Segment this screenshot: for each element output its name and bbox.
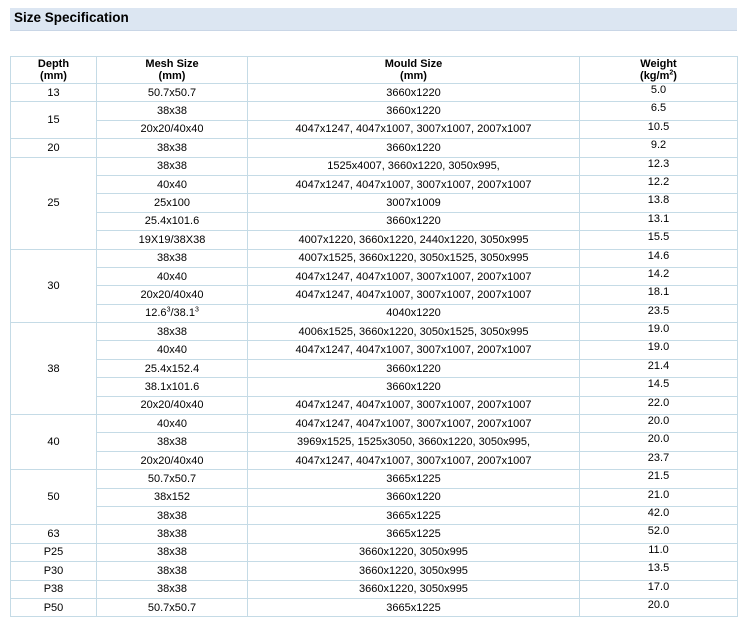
mould-size-cell: 4047x1247, 4047x1007, 3007x1007, 2007x1007 — [248, 451, 580, 469]
weight-cell: 9.2 — [580, 139, 738, 157]
mould-size-cell: 4047x1247, 4047x1007, 3007x1007, 2007x1007 — [248, 267, 580, 285]
mould-size-cell: 3665x1225 — [248, 525, 580, 543]
table-row — [11, 102, 738, 120]
table-header-row — [11, 57, 738, 84]
table-row — [11, 267, 738, 285]
table-row — [11, 488, 738, 506]
depth-cell: P38 — [11, 580, 97, 598]
mesh-size-cell: 20x20/40x40 — [97, 451, 248, 469]
weight-cell: 42.0 — [580, 506, 738, 524]
weight-cell: 6.5 — [580, 102, 738, 120]
size-specification-table — [10, 56, 738, 617]
mould-size-cell: 3007x1009 — [248, 194, 580, 212]
mould-size-cell: 4007x1525, 3660x1220, 3050x1525, 3050x995 — [248, 249, 580, 267]
depth-cell: 30 — [11, 249, 97, 323]
mesh-size-cell: 50.7x50.7 — [97, 470, 248, 488]
mesh-size-cell: 40x40 — [97, 341, 248, 359]
weight-cell: 5.0 — [580, 84, 738, 102]
table-row — [11, 396, 738, 414]
mesh-size-cell: 50.7x50.7 — [97, 84, 248, 102]
mould-size-cell: 3969x1525, 1525x3050, 3660x1220, 3050x995, — [248, 433, 580, 451]
table-row — [11, 378, 738, 396]
mould-size-cell: 3665x1225 — [248, 506, 580, 524]
table-row — [11, 451, 738, 469]
weight-cell: 12.3 — [580, 157, 738, 175]
table-row — [11, 304, 738, 322]
table-row — [11, 580, 738, 598]
mesh-size-cell: 38x38 — [97, 506, 248, 524]
mould-size-cell: 3660x1220 — [248, 378, 580, 396]
depth-cell: 25 — [11, 157, 97, 249]
table-row — [11, 157, 738, 175]
mould-size-cell: 3660x1220, 3050x995 — [248, 543, 580, 561]
weight-cell: 14.6 — [580, 249, 738, 267]
mould-size-cell: 4047x1247, 4047x1007, 3007x1007, 2007x1007 — [248, 120, 580, 138]
table-row — [11, 323, 738, 341]
table-row — [11, 433, 738, 451]
depth-cell: 38 — [11, 323, 97, 415]
mesh-size-cell: 38x38 — [97, 543, 248, 561]
table-row — [11, 598, 738, 616]
mesh-size-cell: 38x38 — [97, 249, 248, 267]
mould-size-cell: 4007x1220, 3660x1220, 2440x1220, 3050x995 — [248, 231, 580, 249]
mesh-size-cell: 38.1x101.6 — [97, 378, 248, 396]
mesh-size-cell: 38x38 — [97, 562, 248, 580]
mesh-size-cell: 19X19/38X38 — [97, 231, 248, 249]
mesh-size-cell: 12.6$^3$/38.1$^3$ — [97, 304, 248, 322]
weight-cell: 11.0 — [580, 543, 738, 561]
table-row — [11, 231, 738, 249]
weight-cell: 15.5 — [580, 231, 738, 249]
mesh-size-cell: 38x38 — [97, 323, 248, 341]
depth-cell: 40 — [11, 415, 97, 470]
weight-cell: 14.5 — [580, 378, 738, 396]
mesh-size-cell: 25x100 — [97, 194, 248, 212]
mould-size-cell: 4047x1247, 4047x1007, 3007x1007, 2007x1007 — [248, 396, 580, 414]
weight-cell: 22.0 — [580, 396, 738, 414]
mould-size-cell: 4047x1247, 4047x1007, 3007x1007, 2007x1007 — [248, 286, 580, 304]
mould-size-cell: 1525x4007, 3660x1220, 3050x995, — [248, 157, 580, 175]
table-row — [11, 525, 738, 543]
mould-size-cell: 3660x1220 — [248, 84, 580, 102]
mould-size-cell: 3660x1220 — [248, 359, 580, 377]
weight-cell: 18.1 — [580, 286, 738, 304]
weight-cell: 13.8 — [580, 194, 738, 212]
mesh-size-cell: 38x38 — [97, 102, 248, 120]
mould-size-cell: 3660x1220 — [248, 139, 580, 157]
weight-cell: 20.0 — [580, 433, 738, 451]
mould-size-cell: 4040x1220 — [248, 304, 580, 322]
mould-size-cell: 3660x1220 — [248, 102, 580, 120]
weight-cell: 23.5 — [580, 304, 738, 322]
weight-cell: 13.5 — [580, 562, 738, 580]
weight-cell: 10.5 — [580, 120, 738, 138]
table-row — [11, 120, 738, 138]
mesh-size-cell: 38x38 — [97, 433, 248, 451]
mesh-size-cell: 20x20/40x40 — [97, 396, 248, 414]
mesh-size-cell: 20x20/40x40 — [97, 286, 248, 304]
depth-cell: 63 — [11, 525, 97, 543]
depth-cell: 15 — [11, 102, 97, 139]
header-weight: Weight $(kg/m^2)$ — [580, 57, 738, 84]
weight-cell: 20.0 — [580, 598, 738, 616]
table-row — [11, 562, 738, 580]
table-row — [11, 84, 738, 102]
header-depth: Depth (mm) — [11, 57, 97, 84]
mould-size-cell: 3660x1220, 3050x995 — [248, 580, 580, 598]
mould-size-cell: 3665x1225 — [248, 470, 580, 488]
mesh-size-cell: 38x38 — [97, 525, 248, 543]
weight-cell: 23.7 — [580, 451, 738, 469]
mould-size-cell: 4006x1525, 3660x1220, 3050x1525, 3050x995 — [248, 323, 580, 341]
table-row — [11, 286, 738, 304]
mould-size-cell: 3665x1225 — [248, 598, 580, 616]
mesh-size-cell: 38x152 — [97, 488, 248, 506]
table-row — [11, 506, 738, 524]
table-row — [11, 139, 738, 157]
mould-size-cell: 4047x1247, 4047x1007, 3007x1007, 2007x1007 — [248, 415, 580, 433]
mesh-size-cell: 38x38 — [97, 157, 248, 175]
mesh-size-cell: 40x40 — [97, 175, 248, 193]
table-row — [11, 249, 738, 267]
weight-cell: 13.1 — [580, 212, 738, 230]
weight-cell: 52.0 — [580, 525, 738, 543]
header-mould-size: Mould Size (mm) — [248, 57, 580, 84]
page-title: Size Specification — [14, 10, 129, 25]
mould-size-cell: 3660x1220, 3050x995 — [248, 562, 580, 580]
section-title-bar — [10, 8, 737, 31]
table-row — [11, 194, 738, 212]
mould-size-cell: 4047x1247, 4047x1007, 3007x1007, 2007x1007 — [248, 175, 580, 193]
depth-cell: P25 — [11, 543, 97, 561]
weight-cell: 12.2 — [580, 175, 738, 193]
weight-cell: 19.0 — [580, 323, 738, 341]
weight-cell: 21.4 — [580, 359, 738, 377]
weight-cell: 21.0 — [580, 488, 738, 506]
weight-cell: 19.0 — [580, 341, 738, 359]
mesh-size-cell: 38x38 — [97, 580, 248, 598]
mesh-size-cell: 25.4x152.4 — [97, 359, 248, 377]
weight-cell: 21.5 — [580, 470, 738, 488]
table-row — [11, 543, 738, 561]
mould-size-cell: 3660x1220 — [248, 488, 580, 506]
weight-cell: 17.0 — [580, 580, 738, 598]
mould-size-cell: 3660x1220 — [248, 212, 580, 230]
weight-cell: 14.2 — [580, 267, 738, 285]
mould-size-cell: 4047x1247, 4047x1007, 3007x1007, 2007x1007 — [248, 341, 580, 359]
weight-cell: 20.0 — [580, 415, 738, 433]
table-row — [11, 212, 738, 230]
depth-cell: P50 — [11, 598, 97, 616]
header-mesh-size: Mesh Size (mm) — [97, 57, 248, 84]
table-row — [11, 175, 738, 193]
mesh-size-cell: 25.4x101.6 — [97, 212, 248, 230]
table-row — [11, 470, 738, 488]
mesh-size-cell: 40x40 — [97, 415, 248, 433]
mesh-size-cell: 20x20/40x40 — [97, 120, 248, 138]
depth-cell: 13 — [11, 84, 97, 102]
mesh-size-cell: 40x40 — [97, 267, 248, 285]
table-row — [11, 341, 738, 359]
depth-cell: 50 — [11, 470, 97, 525]
depth-cell: 20 — [11, 139, 97, 157]
table-row — [11, 415, 738, 433]
mesh-size-cell: 38x38 — [97, 139, 248, 157]
table-row — [11, 359, 738, 377]
mesh-size-cell: 50.7x50.7 — [97, 598, 248, 616]
depth-cell: P30 — [11, 562, 97, 580]
